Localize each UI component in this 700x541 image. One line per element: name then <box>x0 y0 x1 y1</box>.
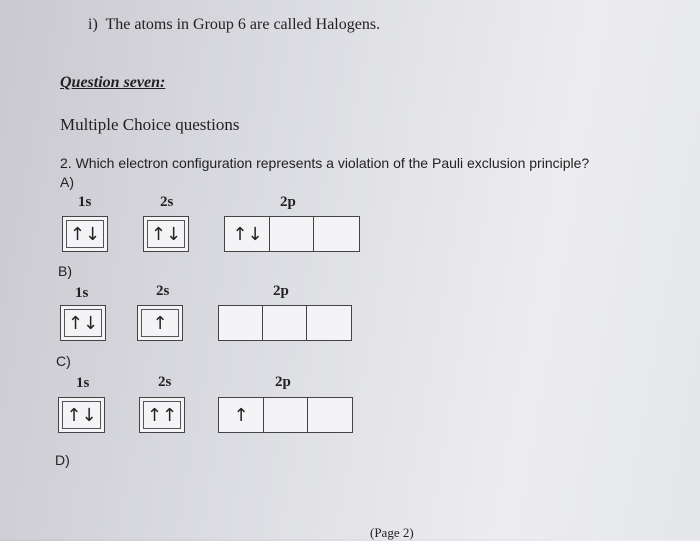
option-a-label: A) <box>60 174 74 190</box>
option-a-2s-label: 2s <box>160 194 174 210</box>
question-heading: Question seven: <box>60 74 166 91</box>
option-b-2s-label: 2s <box>156 283 170 299</box>
option-b-2p-cell <box>219 306 263 340</box>
option-b-2p-cell <box>307 306 351 340</box>
previous-item-text: The atoms in Group 6 are called Halogens. <box>105 16 381 33</box>
option-b-2p-cell <box>263 306 307 340</box>
option-c-2s-box <box>139 397 185 433</box>
option-b-1s-box <box>60 305 106 341</box>
option-a-2p-cell <box>314 217 358 251</box>
question-text: 2. Which electron configuration represents a violation of the Pauli exclusion principle? <box>60 155 590 171</box>
option-b-2p-box <box>218 305 352 341</box>
option-c-2p-label: 2p <box>275 374 291 390</box>
option-b-1s-electrons: ↑↓ <box>67 312 99 334</box>
option-c-2s-label: 2s <box>158 374 172 390</box>
option-a-1s-electrons: ↑↓ <box>69 223 101 245</box>
option-b-2s-box <box>137 305 183 341</box>
option-c-2p-cell <box>264 398 308 432</box>
option-b-2s-electrons: ↑ <box>152 312 168 334</box>
option-c-2p-cell <box>308 398 352 432</box>
option-b-1s-label: 1s <box>75 285 89 301</box>
option-a-2s-box <box>143 216 189 252</box>
option-b-label: B) <box>58 263 72 279</box>
option-a-2s-electrons: ↑↓ <box>150 223 182 245</box>
option-c-1s-label: 1s <box>76 375 90 391</box>
option-a-2p-label: 2p <box>280 194 296 210</box>
page-number: (Page 2) <box>370 525 414 540</box>
option-c-2p-cell: ↑ <box>220 398 264 432</box>
option-b-2p-label: 2p <box>273 283 289 299</box>
previous-item <box>88 16 380 34</box>
section-title: Multiple Choice questions <box>60 115 240 134</box>
option-c-1s-box <box>58 397 105 433</box>
option-a-2p-cell: ↑↓ <box>226 217 270 251</box>
option-c-1s-electrons: ↑↓ <box>66 404 97 426</box>
option-a-1s-box <box>62 216 108 252</box>
option-a-1s-label: 1s <box>78 194 92 210</box>
option-c-label: C) <box>56 353 71 369</box>
option-c-2s-electrons: ↑↑ <box>146 404 178 426</box>
option-a-2p-cell <box>270 217 314 251</box>
option-d-label: D) <box>55 452 70 468</box>
option-c-2p-box <box>218 397 353 433</box>
previous-item-marker: i) <box>88 16 98 33</box>
option-a-2p-box <box>224 216 360 252</box>
